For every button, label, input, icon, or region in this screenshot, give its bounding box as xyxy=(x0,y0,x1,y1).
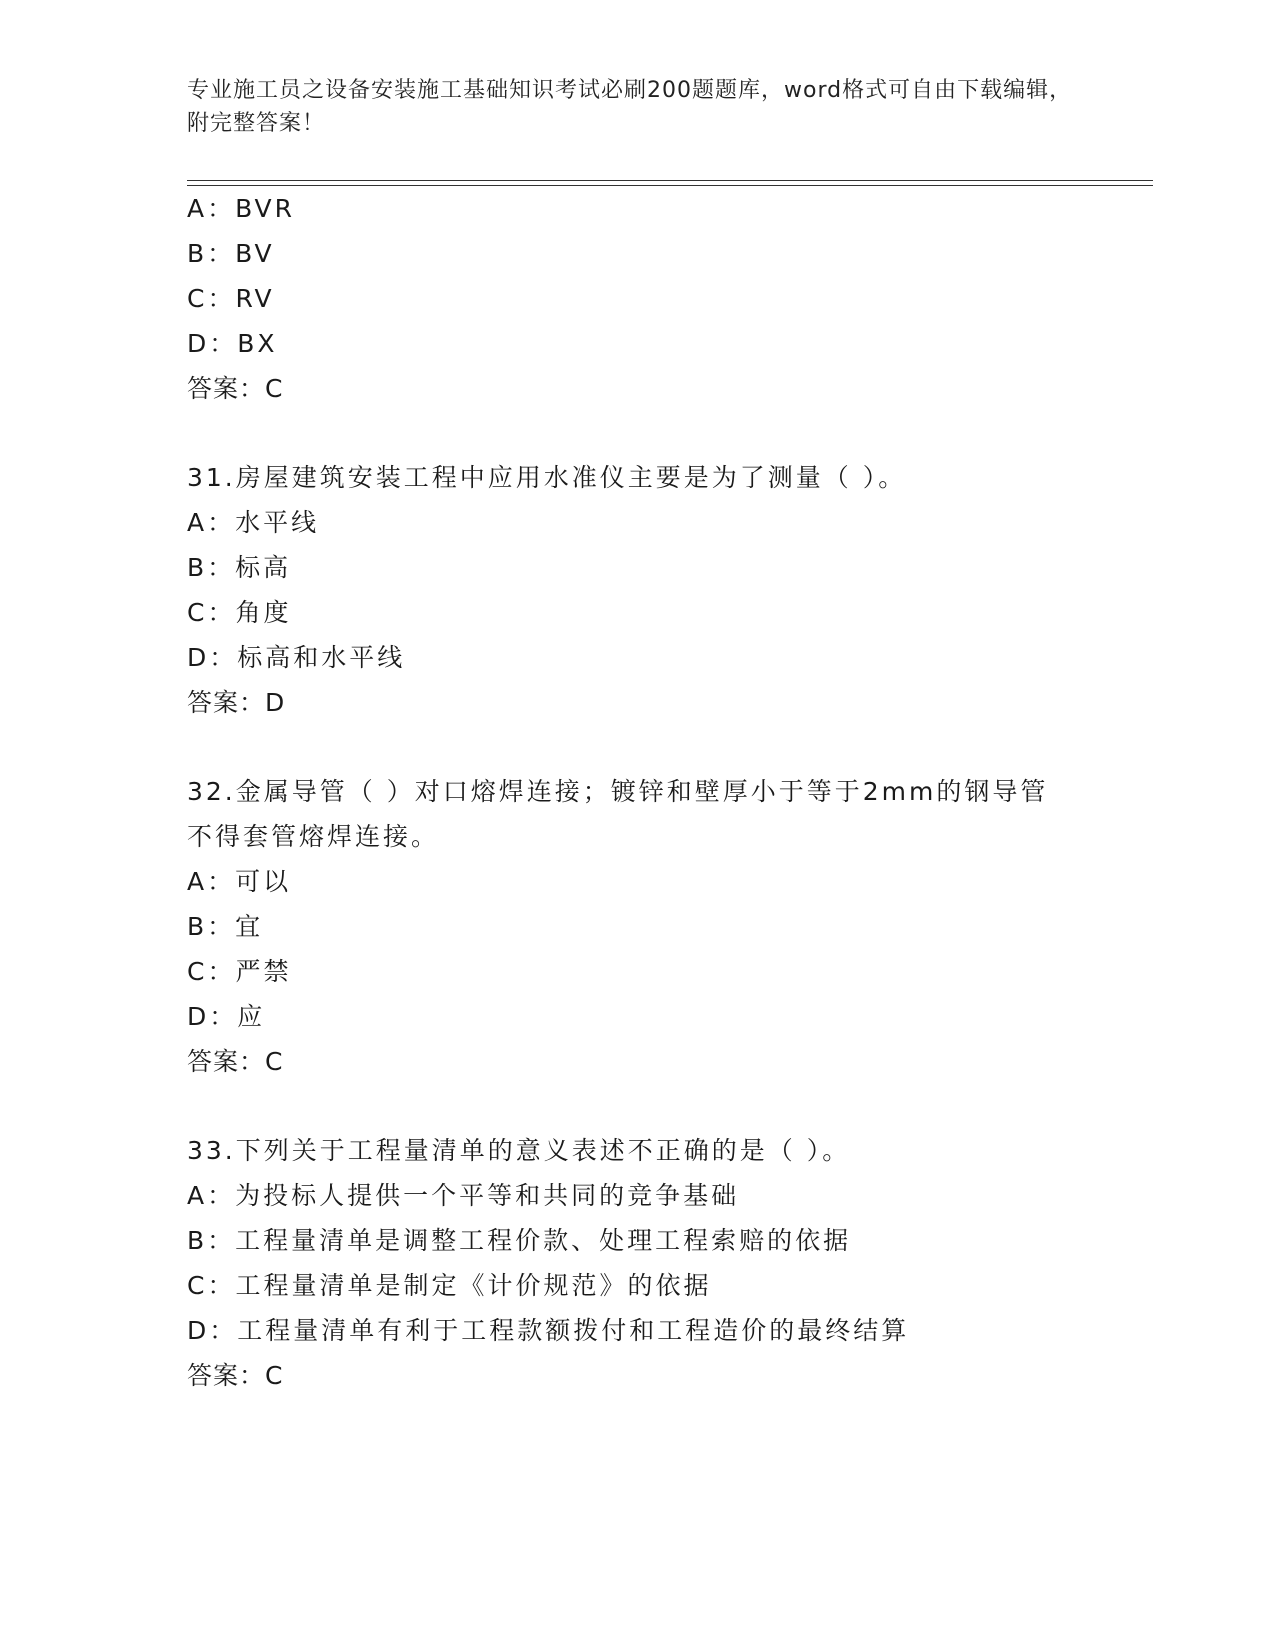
option-a: A：为投标人提供一个平等和共同的竞争基础 xyxy=(187,1181,740,1210)
option-a: A：水平线 xyxy=(187,508,320,537)
question-31-stem: 31.房屋建筑安装工程中应用水准仪主要是为了测量（ ）。 xyxy=(187,463,907,492)
option-d: D：标高和水平线 xyxy=(187,643,406,672)
header-divider-top xyxy=(187,180,1153,181)
option-c: C：工程量清单是制定《计价规范》的依据 xyxy=(187,1271,712,1300)
option-c: C：角度 xyxy=(187,598,292,627)
answer-label: 答案：C xyxy=(187,374,284,403)
option-b: B：宜 xyxy=(187,912,264,941)
option-d: D：BX xyxy=(187,329,278,358)
option-b: B：标高 xyxy=(187,553,292,582)
option-c: C：RV xyxy=(187,284,275,313)
option-b: B：工程量清单是调整工程价款、处理工程索赔的依据 xyxy=(187,1226,852,1255)
option-d: D：工程量清单有利于工程款额拨付和工程造价的最终结算 xyxy=(187,1316,910,1345)
answer-label: 答案：C xyxy=(187,1047,284,1076)
option-a: A：BVR xyxy=(187,194,295,223)
option-b: B：BV xyxy=(187,239,275,268)
header-divider-bottom xyxy=(187,185,1153,186)
answer-label: 答案：D xyxy=(187,688,286,717)
question-32-stem-line2: 不得套管熔焊连接。 xyxy=(187,822,440,851)
question-32-stem-line1: 32.金属导管（ ）对口熔焊连接；镀锌和壁厚小于等于2mm的钢导管 xyxy=(187,777,1049,806)
option-c: C：严禁 xyxy=(187,957,292,986)
question-33-stem: 33.下列关于工程量清单的意义表述不正确的是（ ）。 xyxy=(187,1136,851,1165)
option-d: D：应 xyxy=(187,1002,266,1031)
document-header: 专业施工员之设备安装施工基础知识考试必刷200题题库，word格式可自由下载编辑，附完整答案！ xyxy=(187,78,1073,136)
option-a: A：可以 xyxy=(187,867,292,896)
answer-label: 答案：C xyxy=(187,1361,284,1390)
